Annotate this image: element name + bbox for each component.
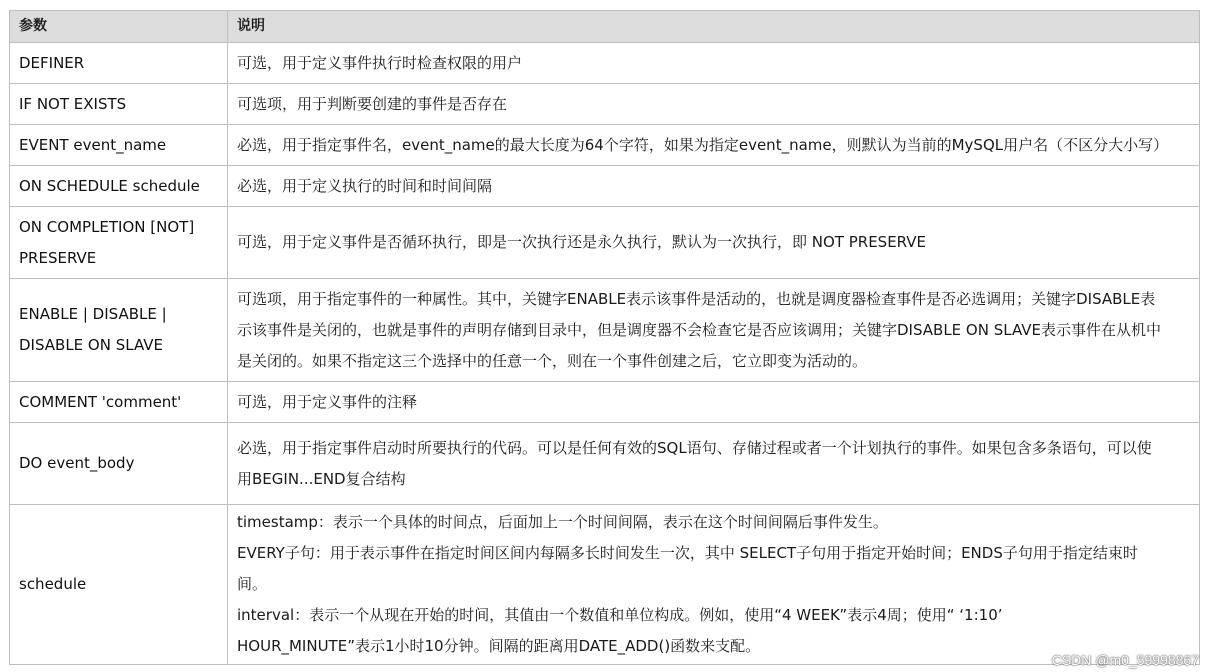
param-text: EVENT event_name	[19, 135, 167, 154]
description-cell	[228, 423, 1200, 505]
param-cell	[10, 84, 228, 125]
description-text: 可选项，用于指定事件的一种属性。其中，关键字ENABLE表示该事件是活动的，也就是调度器检查事件是否必选调用；关键字DISABLE表	[237, 289, 1156, 308]
param-text: ENABLE | DISABLE |	[19, 305, 167, 323]
description-text: HOUR_MINUTE”表示1小时10分钟。间隔的距离用DATE_ADD()函数来支配。	[237, 637, 761, 655]
description-text: interval：表示一个从现在开始的时间，其值由一个数值和单位构成。例如，使用“4 WEEK”表示4周；使用“ ‘1:10’	[237, 606, 1003, 624]
description-text: 必选，用于指定事件启动时所要执行的代码。可以是任何有效的SQL语句、存储过程或者一个计划执行的事件。如果包含多条语句，可以使	[237, 438, 1152, 457]
description-cell	[228, 125, 1200, 166]
param-text: DEFINER	[19, 53, 85, 72]
description-text: 是关闭的。如果不指定这三个选择中的任意一个，则在一个事件创建之后，它立即变为活动的。	[237, 351, 868, 370]
table-row	[10, 43, 1200, 84]
description-cell	[228, 43, 1200, 84]
description-text: 示该事件是关闭的，也就是事件的声明存储到目录中，但是调度器不会检查它是否应该调用；关键字DISABLE ON SLAVE表示事件在从机中	[237, 320, 1161, 339]
param-cell	[10, 505, 228, 665]
table-row	[10, 125, 1200, 166]
description-text: 可选，用于定义事件是否循环执行，即是一次执行还是永久执行，默认为一次执行，即 NOT PRESERVE	[237, 233, 927, 251]
param-text: DO event_body	[19, 454, 135, 472]
param-cell	[10, 166, 228, 207]
param-text: COMMENT 'comment'	[19, 392, 182, 411]
description-cell	[228, 505, 1200, 665]
description-text: 间。	[237, 575, 268, 593]
parameter-table	[9, 10, 1200, 665]
param-text: IF NOT EXISTS	[19, 94, 127, 113]
description-text: 可选，用于定义事件的注释	[237, 392, 418, 411]
header-param: 参数	[10, 11, 228, 43]
param-text: ON COMPLETION [NOT]	[19, 217, 195, 236]
description-text: 必选，用于定义执行的时间和时间间隔	[237, 176, 493, 195]
param-text: DISABLE ON SLAVE	[19, 336, 163, 354]
description-cell	[228, 382, 1200, 423]
description-text: 必选，用于指定事件名，event_name的最大长度为64个字符，如果为指定event_name，则默认为当前的MySQL用户名（不区分大小写）	[237, 135, 1169, 154]
description-cell	[228, 207, 1200, 279]
description-cell	[228, 279, 1200, 382]
param-text: ON SCHEDULE schedule	[19, 176, 200, 195]
param-cell	[10, 382, 228, 423]
table-header-row	[10, 11, 1200, 43]
table-row	[10, 382, 1200, 423]
param-cell	[10, 43, 228, 84]
table-row	[10, 207, 1200, 279]
table-row	[10, 423, 1200, 505]
param-text: PRESERVE	[19, 248, 97, 267]
description-text: 可选项，用于判断要创建的事件是否存在	[237, 94, 508, 113]
csdn-watermark: CSDN @m0_59998867	[1051, 652, 1199, 668]
table-row	[10, 505, 1200, 665]
param-cell	[10, 423, 228, 505]
param-cell	[10, 279, 228, 382]
description-text: 可选，用于定义事件执行时检查权限的用户	[237, 53, 523, 72]
description-cell	[228, 84, 1200, 125]
description-text: timestamp：表示一个具体的时间点，后面加上一个时间间隔，表示在这个时间间隔后事件发生。	[237, 513, 888, 531]
description-cell	[228, 166, 1200, 207]
header-description: 说明	[228, 11, 1200, 43]
param-text: schedule	[19, 575, 87, 593]
param-cell	[10, 125, 228, 166]
description-text: EVERY子句：用于表示事件在指定时间区间内每隔多长时间发生一次，其中 SELECT子句用于指定开始时间；ENDS子句用于指定结束时	[237, 544, 1138, 562]
table-row	[10, 84, 1200, 125]
param-cell	[10, 207, 228, 279]
description-text: 用BEGIN...END复合结构	[237, 469, 406, 488]
table-row	[10, 279, 1200, 382]
table-row	[10, 166, 1200, 207]
